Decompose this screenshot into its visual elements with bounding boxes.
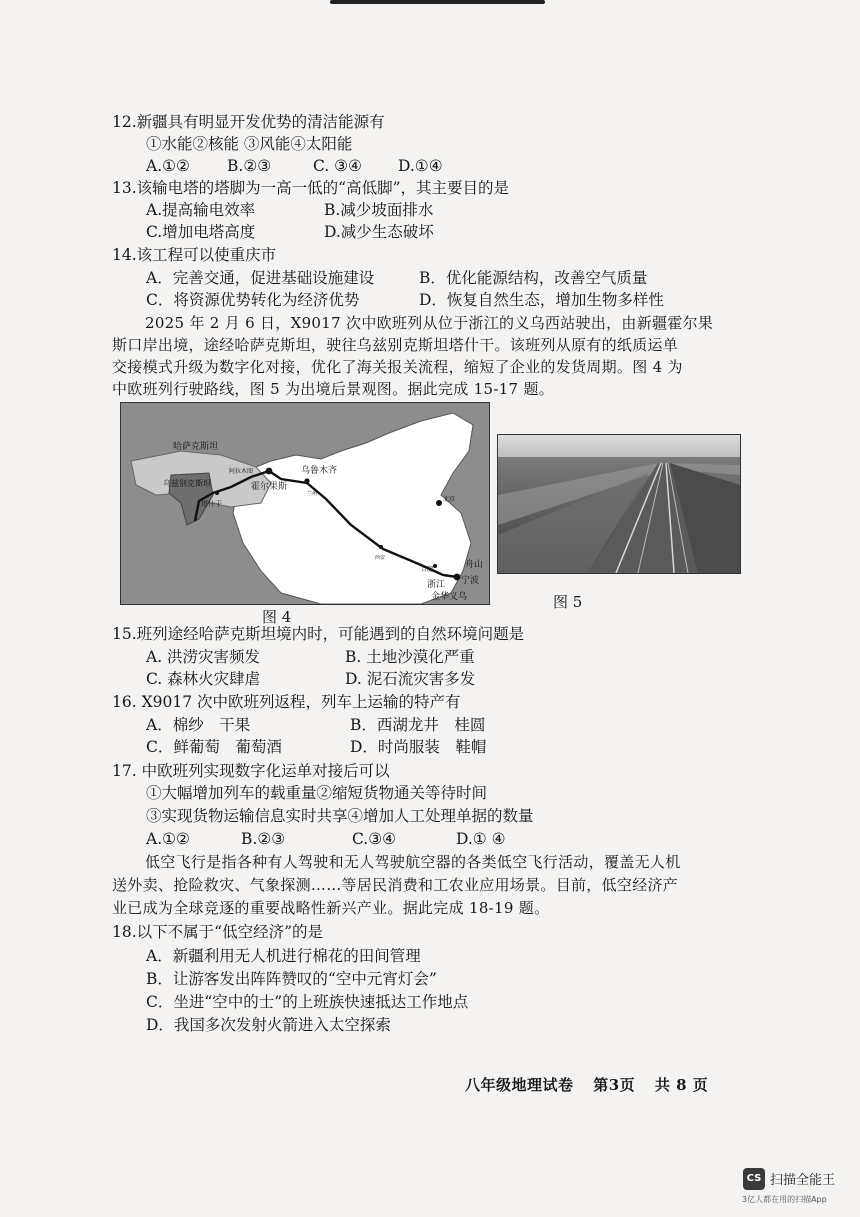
q18-option-b: B．让游客发出阵阵赞叹的“空中元宵灯会” — [146, 970, 437, 988]
q15-option-c: C. 森林火灾肆虐 — [146, 670, 261, 688]
route-map-svg — [121, 403, 489, 604]
label-zhejiang: 浙江 — [427, 580, 446, 590]
passage1-line-1: 2025 年 2 月 6 日，X9017 次中欧班列从位于浙江的义乌西站驶出，由新疆霍尔果 — [145, 314, 714, 332]
scanner-tagline: 3亿人都在用的扫描App — [742, 1195, 827, 1204]
label-kazakhstan: 哈萨克斯坦 — [173, 442, 219, 452]
q14-option-a: A．完善交通，促进基础设施建设 — [146, 269, 375, 287]
q13-option-c: C.增加电塔高度 — [146, 223, 256, 241]
q18-stem: 18.以下不属于“低空经济”的是 — [112, 923, 323, 941]
q15-stem: 15.班列途经哈萨克斯坦境内时，可能遇到的自然环境问题是 — [112, 625, 525, 643]
q17-option-b: B.②③ — [241, 830, 286, 848]
scanner-logo-icon: CS — [743, 1168, 765, 1190]
passage1-line-3: 交接模式升级为数字化对接，优化了海关报关流程，缩短了企业的发货周期。图 4 为 — [112, 358, 683, 376]
q13-stem: 13.该输电塔的塔脚为一高一低的“高低脚”，其主要目的是 — [112, 179, 510, 197]
figure-5-caption: 图 5 — [553, 593, 583, 611]
passage1-line-4: 中欧班列行驶路线，图 5 为出境后景观图。据此完成 15-17 题。 — [112, 380, 555, 398]
q12-stem: 12.新疆具有明显开发优势的清洁能源有 — [112, 113, 385, 131]
label-tashkent: 塔什干 — [201, 500, 222, 508]
passage1-line-2: 斯口岸出境，途经哈萨克斯坦，驶往乌兹别克斯坦塔什干。该班列从原有的纸质运单 — [112, 336, 679, 354]
passage2-line-1: 低空飞行是指各种有人驾驶和无人驾驶航空器的各类低空飞行活动，覆盖无人机 — [145, 853, 681, 871]
q13-option-d: D.减少生态破坏 — [324, 223, 434, 241]
q12-option-d: D.①④ — [398, 157, 443, 175]
q13-option-b: B.减少坡面排水 — [324, 201, 434, 219]
footer-total: 共 8 页 — [654, 1076, 709, 1094]
q14-option-b: B．优化能源结构，改善空气质量 — [419, 269, 648, 287]
label-uzbekistan: 乌兹别克斯坦 — [163, 479, 211, 488]
railway-landscape-svg — [498, 435, 740, 573]
scan-edge-bar — [330, 0, 545, 4]
figure-4-caption: 图 4 — [262, 608, 292, 626]
passage2-line-3: 业已成为全球竞逐的重要战略性新兴产业。据此完成 18-19 题。 — [112, 899, 550, 917]
label-lanzhou: 兰州 — [307, 491, 318, 497]
q12-items: ①水能②核能 ③风能④太阳能 — [146, 135, 353, 153]
q16-option-b: B．西湖龙井 桂圆 — [350, 716, 486, 734]
q17-item-2: ③实现货物运输信息实时共享④增加人工处理单据的数量 — [146, 807, 534, 825]
q17-option-c: C.③④ — [352, 830, 397, 848]
q16-option-c: C．鲜葡萄 葡萄酒 — [146, 738, 282, 756]
passage2-line-2: 送外卖、抢险救灾、气象探测……等居民消费和工农业应用场景。目前，低空经济产 — [112, 876, 679, 894]
q14-stem: 14.该工程可以使重庆市 — [112, 246, 277, 264]
q15-option-b: B. 土地沙漠化严重 — [345, 648, 475, 666]
q12-option-a: A.①② — [146, 157, 190, 175]
label-almaty: 阿拉木图 — [229, 468, 254, 475]
label-ningbo: 宁波 — [461, 576, 480, 586]
q17-option-d: D.① ④ — [456, 830, 506, 848]
q18-option-d: D．我国多次发射火箭进入太空探索 — [146, 1016, 391, 1034]
q16-option-a: A．棉纱 干果 — [146, 716, 251, 734]
label-xian: 西安 — [375, 555, 386, 561]
q18-option-c: C．坐进“空中的士”的上班族快速抵达工作地点 — [146, 993, 469, 1011]
q15-option-d: D. 泥石流灾害多发 — [345, 670, 476, 688]
label-jinhua-yiwu: 金华义乌 — [431, 592, 468, 602]
scanner-app-name: 扫描全能王 — [770, 1173, 836, 1188]
q14-option-d: D．恢复自然生态，增加生物多样性 — [419, 291, 664, 309]
figure-5-photo — [497, 434, 741, 574]
q16-stem: 16. X9017 次中欧班列返程，列车上运输的特产有 — [112, 693, 461, 711]
q14-option-c: C．将资源优势转化为经济优势 — [146, 291, 360, 309]
q13-option-a: A.提高输电效率 — [146, 201, 256, 219]
footer-subject: 八年级地理试卷 — [465, 1076, 574, 1094]
q18-option-a: A．新疆利用无人机进行棉花的田间管理 — [146, 947, 421, 965]
label-urumqi: 乌鲁木齐 — [301, 466, 338, 476]
page-footer — [465, 1074, 722, 1095]
footer-page: 第3页 — [593, 1076, 636, 1094]
label-beijing: 北京 — [443, 496, 456, 503]
q17-stem: 17. 中欧班列实现数字化运单对接后可以 — [112, 762, 390, 780]
label-zhoushan: 舟山 — [465, 560, 484, 570]
figure-4-map — [120, 402, 490, 605]
q15-option-a: A. 洪涝灾害频发 — [146, 648, 261, 666]
q17-option-a: A.①② — [146, 830, 190, 848]
q17-item-1: ①大幅增加列车的载重量②缩短货物通关等待时间 — [146, 784, 488, 802]
q16-option-d: D．时尚服装 鞋帽 — [350, 738, 487, 756]
label-khorgos: 霍尔果斯 — [251, 482, 288, 492]
label-hefei: 合肥 — [421, 566, 434, 573]
q12-option-c: C. ③④ — [313, 157, 362, 175]
q12-option-b: B.②③ — [227, 157, 272, 175]
